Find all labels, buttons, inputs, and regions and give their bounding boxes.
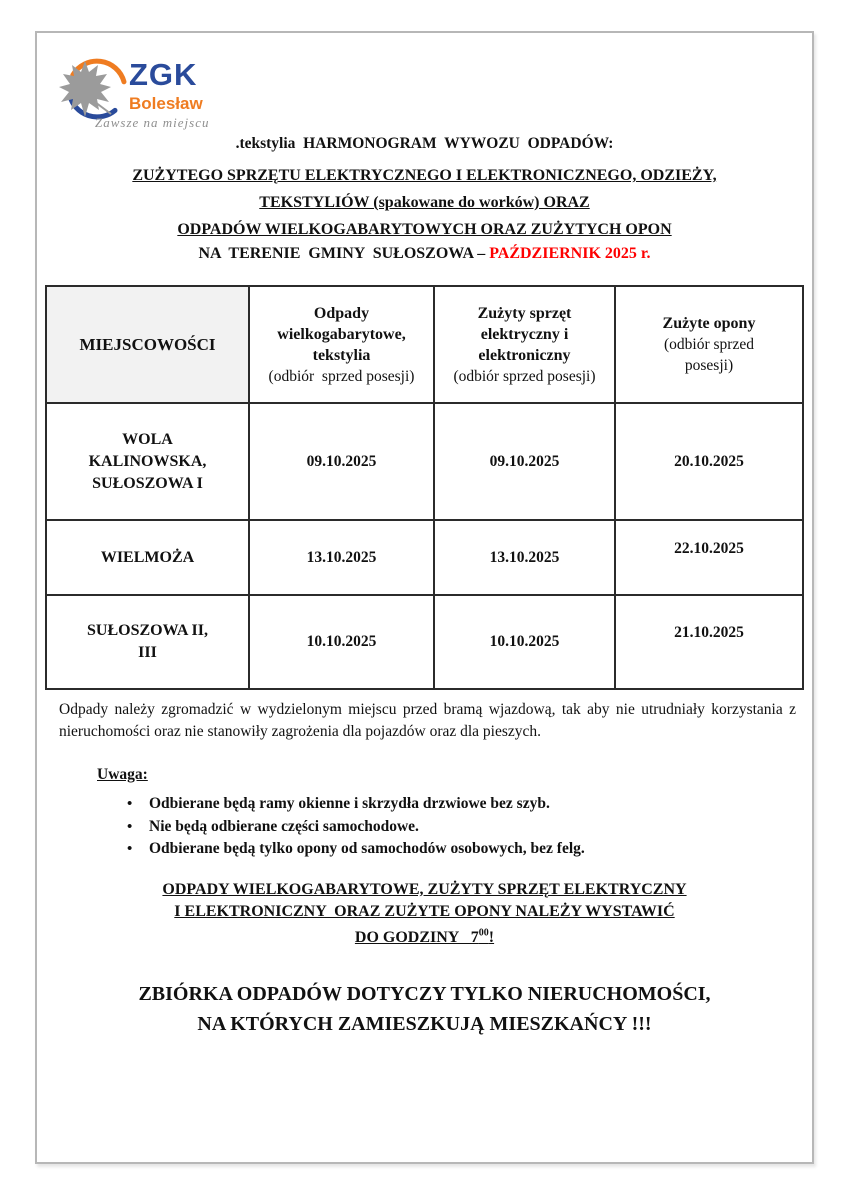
- bullet-icon: •: [127, 818, 133, 835]
- schedule-table: [45, 285, 804, 690]
- header-miejscowosci: MIEJSCOWOŚCI: [46, 286, 249, 403]
- table-row: [46, 403, 803, 520]
- header-tires: [615, 286, 803, 403]
- header-electro: [434, 286, 615, 403]
- logo-subname: Bolesław: [129, 94, 203, 113]
- header-bulky: [249, 286, 434, 403]
- setout-notice-line2: I ELEKTRONICZNY ORAZ ZUŻYTE OPONY NALEŻY WYSTAWIĆ: [174, 903, 675, 920]
- header-tires-subtitle: (odbiór sprzed posesji): [664, 336, 758, 374]
- row3-place: SUŁOSZOWA II, III: [87, 622, 208, 661]
- bullet-text: Odbierane będą tylko opony od samochodów osobowych, bez felg.: [149, 840, 585, 857]
- location-prefix: NA TERENIE GMINY SUŁOSZOWA –: [198, 245, 490, 262]
- row2-place: WIELMOŻA: [100, 548, 195, 566]
- title-line: .tekstylia HARMONOGRAM WYWOZU ODPADÓW:: [235, 135, 614, 152]
- title-underlined-block: [37, 162, 812, 243]
- final-notice-block: [37, 979, 812, 1039]
- row2-tires-date: 22.10.2025: [674, 539, 744, 557]
- title-underlined-2: TEKSTYLIÓW (spakowane do worków) ORAZ: [259, 194, 590, 211]
- row1-tires-date: 20.10.2025: [674, 452, 744, 470]
- row1-bulky-date: 09.10.2025: [306, 452, 377, 470]
- setout-notice-time-line: [355, 929, 494, 946]
- table-header-row: [46, 286, 803, 403]
- header-bulky-subtitle: (odbiór sprzed posesji): [268, 367, 415, 385]
- final-notice-line2: NA KTÓRYCH ZAMIESZKUJĄ MIESZKAŃCY !!!: [197, 1013, 652, 1035]
- table-row: [46, 520, 803, 595]
- row2-bulky-date: 13.10.2025: [306, 548, 377, 566]
- row2-electro-date: 13.10.2025: [489, 548, 560, 566]
- list-item: [127, 793, 747, 816]
- row3-bulky-date: 10.10.2025: [306, 633, 377, 650]
- final-notice-line1: ZBIÓRKA ODPADÓW DOTYCZY TYLKO NIERUCHOMOŚCI,: [138, 983, 711, 1005]
- notes-paragraph: Odpady należy zgromadzić w wydzielonym miejscu przed bramą wjazdową, tak aby nie utrudniały korzystania z nieruchomości oraz nie stanowiły zagrożenia dla pojazdów oraz dla pieszych.: [59, 701, 796, 740]
- row1-place: WOLA KALINOWSKA, SUŁOSZOWA I: [88, 430, 207, 492]
- logo-name: ZGK: [129, 57, 198, 92]
- bullet-text: Odbierane będą ramy okienne i skrzydła drzwiowe bez szyb.: [149, 795, 550, 812]
- row1-electro-date: 09.10.2025: [489, 452, 560, 470]
- header-electro-title: Zużyty sprzęt elektryczny i elektroniczny: [477, 304, 572, 364]
- uwaga-bullet-list: [127, 793, 747, 861]
- header-tires-title: Zużyte opony: [662, 315, 756, 332]
- uwaga-heading: Uwaga:: [97, 766, 148, 783]
- table-row: [46, 595, 803, 689]
- row3-electro-date: 10.10.2025: [489, 633, 560, 650]
- bullet-text: Nie będą odbierane części samochodowe.: [149, 817, 419, 835]
- list-item: [127, 816, 747, 839]
- page-sheet: [35, 31, 814, 1164]
- header-electro-subtitle: (odbiór sprzed posesji): [453, 367, 596, 385]
- title-underlined-1: ZUŻYTEGO SPRZĘTU ELEKTRYCZNEGO I ELEKTRONICZNEGO, ODZIEŻY,: [132, 167, 717, 184]
- list-item: [127, 838, 747, 861]
- bullet-icon: •: [127, 841, 133, 857]
- time-suffix: !: [488, 929, 495, 947]
- logo-tagline: Zawsze na miejscu: [95, 115, 210, 130]
- location-month-highlight: PAŹDZIERNIK 2025 r.: [489, 245, 651, 262]
- setout-notice-block: [37, 879, 812, 949]
- header-bulky-title: Odpady wielkogabarytowe, tekstylia: [277, 304, 406, 364]
- title-underlined-3: ODPADÓW WIELKOGABARYTOWYCH ORAZ ZUŻYTYCH OPON: [177, 221, 672, 238]
- row3-tires-date: 21.10.2025: [674, 624, 744, 641]
- time-superscript: 00: [478, 928, 489, 939]
- bullet-icon: •: [127, 796, 133, 812]
- time-prefix: DO GODZINY 7: [354, 929, 479, 947]
- location-line: [37, 245, 812, 263]
- setout-notice-line1: ODPADY WIELKOGABARYTOWE, ZUŻYTY SPRZĘT ELEKTRYCZNY: [162, 881, 687, 898]
